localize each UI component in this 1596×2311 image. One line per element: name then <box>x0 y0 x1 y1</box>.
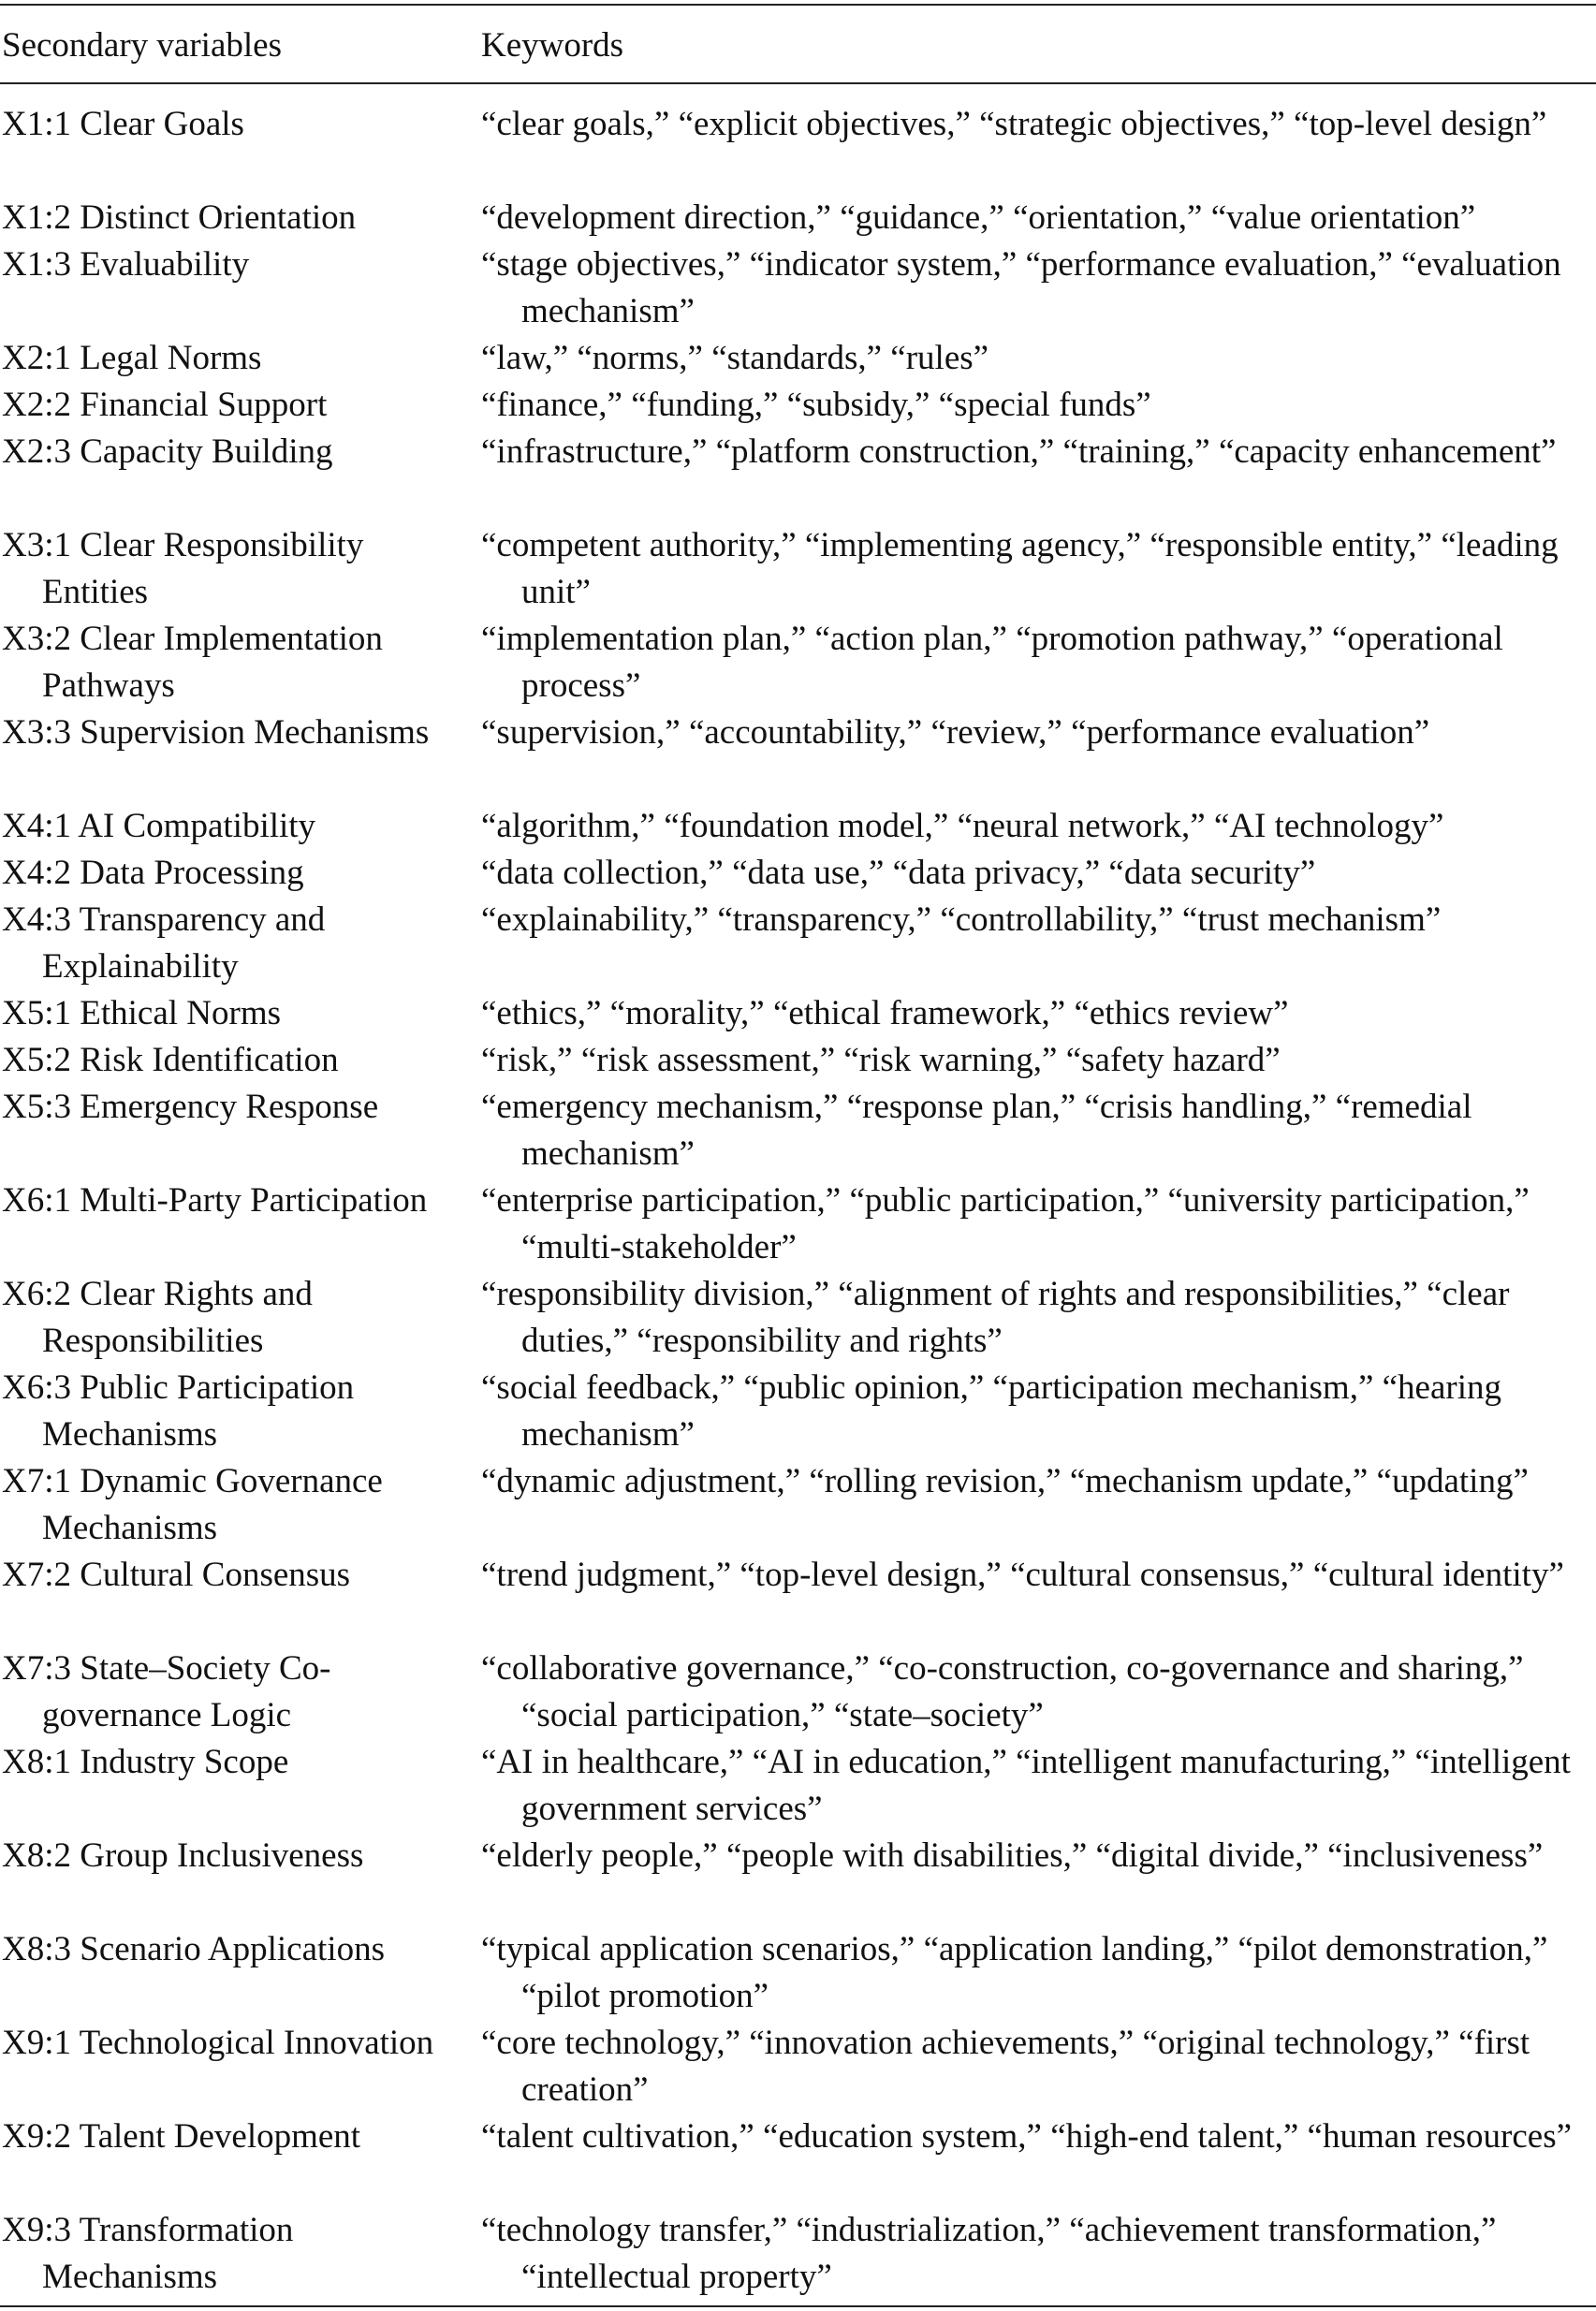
table-header-rule <box>0 82 1596 84</box>
variable-cell: X9:3 Transformation Mechanisms <box>2 2211 294 2296</box>
table-row <box>0 850 1596 897</box>
table-row <box>0 1177 1596 1271</box>
keywords-cell: “collaborative governance,” “co-construction, co-governance and sharing,” “social participation,” “state–society” <box>481 1649 1524 1734</box>
variable-cell: X3:1 Clear Responsibility Entities <box>2 526 364 611</box>
keywords-cell: “technology transfer,” “industrialization,” “achievement transformation,” “intellectual property” <box>481 2211 1497 2296</box>
keywords-cell: “implementation plan,” “action plan,” “promotion pathway,” “operational process” <box>481 620 1503 705</box>
keywords-cell: “development direction,” “guidance,” “orientation,” “value orientation” <box>481 198 1476 237</box>
table-row <box>0 1271 1596 1365</box>
keywords-cell: “stage objectives,” “indicator system,” “performance evaluation,” “evaluation mechanism” <box>481 245 1561 330</box>
keywords-cell: “AI in healthcare,” “AI in education,” “intelligent manufacturing,” “intelligent government services” <box>481 1743 1571 1828</box>
table-row <box>0 522 1596 616</box>
table-row <box>0 990 1596 1037</box>
variable-cell: X1:3 Evaluability <box>2 245 250 284</box>
table-row <box>0 616 1596 709</box>
variable-cell: X1:2 Distinct Orientation <box>2 198 357 237</box>
keywords-cell: “supervision,” “accountability,” “review,” “performance evaluation” <box>481 713 1430 752</box>
variable-cell: X2:2 Financial Support <box>2 386 328 424</box>
variable-cell: X7:2 Cultural Consensus <box>2 1556 351 1594</box>
table-row <box>0 241 1596 335</box>
table-row <box>0 429 1596 522</box>
keywords-cell: “core technology,” “innovation achievements,” “original technology,” “first creation” <box>481 2024 1530 2109</box>
keywords-cell: “competent authority,” “implementing agency,” “responsible entity,” “leading unit” <box>481 526 1559 611</box>
table-top-rule <box>0 4 1596 6</box>
header-keywords: Keywords <box>481 26 624 65</box>
variable-cell: X8:2 Group Inclusiveness <box>2 1836 364 1875</box>
variable-cell: X9:1 Technological Innovation <box>2 2024 434 2062</box>
table-row <box>0 1084 1596 1177</box>
table-row <box>0 897 1596 990</box>
table-row <box>0 2207 1596 2301</box>
keywords-cell: “explainability,” “transparency,” “controllability,” “trust mechanism” <box>481 900 1442 939</box>
header-secondary-variables: Secondary variables <box>2 26 282 65</box>
table-row <box>0 101 1596 195</box>
table-row <box>0 335 1596 382</box>
table-row <box>0 1365 1596 1458</box>
keywords-cell: “elderly people,” “people with disabilities,” “digital divide,” “inclusiveness” <box>481 1836 1544 1875</box>
variable-cell: X9:2 Talent Development <box>2 2117 361 2156</box>
table-bottom-rule <box>0 2305 1596 2307</box>
keywords-cell: “emergency mechanism,” “response plan,” “crisis handling,” “remedial mechanism” <box>481 1088 1472 1173</box>
keywords-cell: “responsibility division,” “alignment of rights and responsibilities,” “clear duties,” “responsibility and rights” <box>481 1275 1510 1360</box>
table-row <box>0 1645 1596 1739</box>
keywords-cell: “social feedback,” “public opinion,” “participation mechanism,” “hearing mechanism” <box>481 1368 1502 1454</box>
keywords-cell: “talent cultivation,” “education system,” “high-end talent,” “human resources” <box>481 2117 1573 2156</box>
keywords-cell: “risk,” “risk assessment,” “risk warning,” “safety hazard” <box>481 1041 1281 1079</box>
variable-cell: X4:2 Data Processing <box>2 854 304 892</box>
keywords-cell: “finance,” “funding,” “subsidy,” “special funds” <box>481 386 1151 424</box>
variable-cell: X7:3 State–Society Co-governance Logic <box>2 1649 331 1734</box>
variable-cell: X7:1 Dynamic Governance Mechanisms <box>2 1462 383 1547</box>
keywords-cell: “infrastructure,” “platform construction,” “training,” “capacity enhancement” <box>481 432 1557 471</box>
variable-cell: X5:3 Emergency Response <box>2 1088 379 1126</box>
variable-cell: X2:3 Capacity Building <box>2 432 333 471</box>
variable-cell: X1:1 Clear Goals <box>2 105 244 143</box>
table-row <box>0 2020 1596 2114</box>
table-row <box>0 1037 1596 1084</box>
variable-cell: X4:3 Transparency and Explainability <box>2 900 326 986</box>
keywords-cell: “enterprise participation,” “public participation,” “university participation,” “multi-stakeholder” <box>481 1181 1530 1266</box>
table-row <box>0 195 1596 241</box>
variable-cell: X6:3 Public Participation Mechanisms <box>2 1368 355 1454</box>
keywords-cell: “trend judgment,” “top-level design,” “cultural consensus,” “cultural identity” <box>481 1556 1564 1594</box>
keywords-cell: “law,” “norms,” “standards,” “rules” <box>481 339 989 377</box>
table-row <box>0 1833 1596 1926</box>
variable-cell: X3:3 Supervision Mechanisms <box>2 713 430 752</box>
variable-cell: X2:1 Legal Norms <box>2 339 262 377</box>
variable-cell: X5:1 Ethical Norms <box>2 994 282 1032</box>
keywords-cell: “dynamic adjustment,” “rolling revision,” “mechanism update,” “updating” <box>481 1462 1529 1500</box>
table-header <box>0 22 1596 69</box>
keywords-cell: “algorithm,” “foundation model,” “neural network,” “AI technology” <box>481 807 1444 845</box>
table-row <box>0 1926 1596 2020</box>
table-row <box>0 709 1596 803</box>
table-body <box>0 101 1596 2301</box>
keywords-cell: “clear goals,” “explicit objectives,” “strategic objectives,” “top-level design” <box>481 105 1547 143</box>
variable-cell: X6:1 Multi-Party Participation <box>2 1181 428 1220</box>
variable-cell: X4:1 AI Compatibility <box>2 807 316 845</box>
keywords-cell: “ethics,” “morality,” “ethical framework,” “ethics review” <box>481 994 1289 1032</box>
table-row <box>0 1458 1596 1552</box>
table-row <box>0 382 1596 429</box>
table-row <box>0 2114 1596 2207</box>
variable-cell: X8:3 Scenario Applications <box>2 1930 385 1968</box>
variable-cell: X6:2 Clear Rights and Responsibilities <box>2 1275 313 1360</box>
table-row <box>0 1739 1596 1833</box>
keywords-cell: “typical application scenarios,” “application landing,” “pilot demonstration,” “pilot promotion” <box>481 1930 1548 2015</box>
variable-cell: X8:1 Industry Scope <box>2 1743 289 1781</box>
keywords-cell: “data collection,” “data use,” “data privacy,” “data security” <box>481 854 1316 892</box>
variable-cell: X3:2 Clear Implementation Pathways <box>2 620 383 705</box>
variable-cell: X5:2 Risk Identification <box>2 1041 339 1079</box>
table-row <box>0 1552 1596 1645</box>
table-row <box>0 803 1596 850</box>
